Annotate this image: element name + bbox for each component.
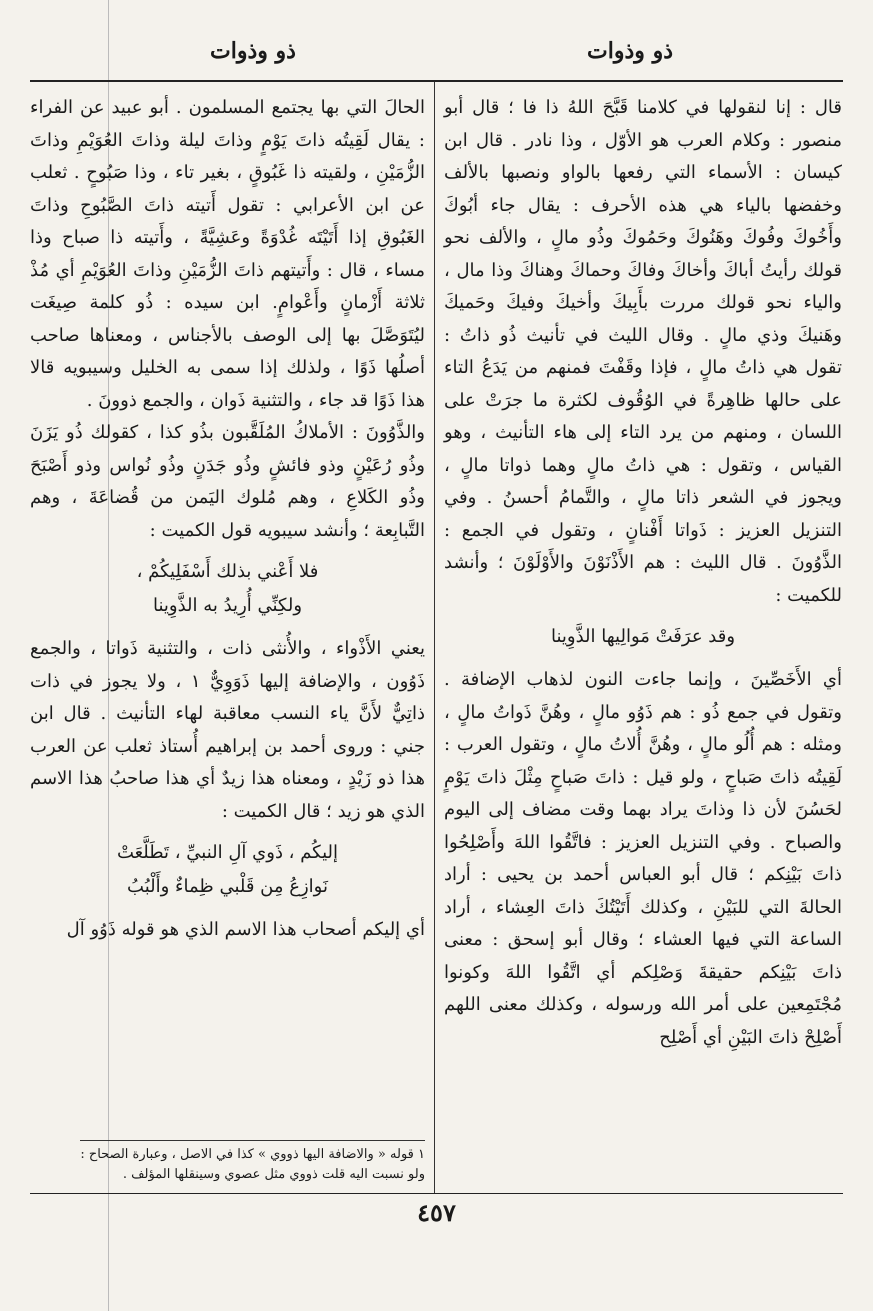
footnote-rule: [80, 1140, 425, 1141]
running-header: [30, 30, 843, 80]
verse-line: إليكُم ، ذَوي آلِ النبيِّ ، تَطَلَّعَتْ: [116, 842, 339, 863]
paragraph: قال : إنا لنقولها في كلامنا قَبَّحَ اللهُ ذا فا ؛ قال أبو منصور : وكلام العرب هو الأوّل ، وذا نادر . قال ابن كيسان : الأسماء التي رفعها بالواو ونصبها بالألف وخفضها بالياء هي هذه الأحرف : يقال جاء أبُوكَ وأَخُوكَ وفُوكَ وهَنُوكَ وحَمُوكَ وذُو مالٍ ، والألف نحو قولك رأيتُ أباكَ وأخاكَ وفاكَ وحماكَ وهناكَ وذا مال ، والياء نحو قولك مررت بأَبِيكَ وأخيكَ وفيكَ وحَميكَ وهَنيكَ وذي مالٍ . وقال الليث في تأنيث ذُو ذاتُ : تقول هي ذاتُ مالٍ ، فإذا وقَفْتَ فمنهم من يَدَعُ التاء على حالها ظاهِرةً في الوُقُوف لكثرة ما جرَتْ على اللسان ، ومنهم من يرد التاء إلى هاء التأنيث ، وهو القياس ، وتقول : هي ذاتُ مالٍ وهما ذواتا مالٍ ، ويجوز في الشعر ذاتا مالٍ ، والتَّمامُ أحسنُ . وفي التنزيل العزيز : ذَواتا أَفْنانٍ ، وتقول في الجمع : الذَّوُونَ . قال الليث : هم الأَذْنَوْنَ والأَوْلَوْنَ ؛ وأنشد للكميت :: [444, 97, 842, 606]
left-column: [30, 92, 425, 947]
header-title-left: ذو وذوات: [210, 38, 296, 64]
page-number: ٤٥٧: [417, 1198, 456, 1227]
footer-rule: [30, 1193, 843, 1194]
verse: [30, 836, 425, 904]
right-column: [444, 92, 842, 1054]
header-rule: [30, 80, 843, 82]
footnote-line: ولو نسبت اليه قلت ذووي مثل عصوي وسينقلها المؤلف .: [122, 1167, 425, 1182]
verse: [30, 555, 425, 623]
verse: [444, 620, 842, 654]
verse-line: ولكِنِّي أُرِيدُ به الذَّوِينا: [152, 595, 303, 616]
paragraph: والذَّوُونَ : الأملاكُ المُلَقَّبون بذُو كذا ، كقولك ذُو يَزَنَ وذُو رُعَيْنٍ وذو فائشٍ وذُو جَدَنٍ وذُو نُواس وذو أَصْبَحَ وذُو الكَلاعِ ، وهم مُلوك اليَمن من قُضاعَةَ ، وهم التَّبابِعة ؛ وأنشد سيبويه قول الكميت :: [30, 422, 425, 541]
column-divider: [434, 82, 435, 1193]
paragraph: يعني الأَذْواء ، والأُنثى ذات ، والتثنية ذَواتا ، والجمع ذَوُون ، والإضافة إليها ذَوَوِيٌّ ١ ، ولا يجوز في ذات ذاتِيٌّ لأَنَّ ياء النسب معاقبة لهاء التأنيث . قال ابن جني : وروى أحمد بن إبراهيم أُستاذ ثعلب عن العرب هذا ذو زَيْدٍ ، ومعناه هذا زيدٌ أي هذا صاحبُ هذا الاسم الذي هو زيد ؛ قال الكميت :: [30, 638, 425, 822]
verse-line: وقد عرَفَتْ مَوالِيها الذَّوِينا: [550, 626, 736, 647]
header-title-right: ذو وذوات: [587, 38, 673, 64]
paragraph: الحالَ التي بها يجتمع المسلمون . أبو عبيد عن الفراء : يقال لَقِيتُه ذاتَ يَوْمٍ وذاتَ ليلة وذاتَ العُوَيْمِ وذاتَ الزُّمَيْنِ ، ولقيته ذا غَبُوقٍ ، بغير تاء ، وذا صَبُوحٍ . ثعلب عن ابن الأعرابي : تقول أَتيته ذاتَ الصَّبُوحِ وذاتَ الغَبُوقِ إذا أَتَيْتَه غُدْوَةً وعَشِيَّةً ، وأَتيته ذا صباح وذا مساء ، قال : وأَتيتهم ذاتَ الزُّمَيْنِ وذاتَ العُوَيْمِ أي مُذْ ثلاثة أَزْمانٍ وأَعْوامٍ. ابن سيده : ذُو كلمة صِيغَت ليُتَوَصَّلَ بها إلى الوصف بالأجناس ، ومعناها صاحب أصلُها ذَوًا ، ولذلك إذا سمى به الخليل وسيبويه قالا هذا ذَوًا قد جاء ، والتثنية ذَوان ، والجمع ذوونَ .: [30, 97, 425, 411]
footnote: [30, 1145, 425, 1185]
footnote-line: ١ قوله « والاضافة اليها ذووي » كذا في الاصل ، وعبارة الصحاح :: [80, 1147, 425, 1162]
paragraph: أي الأَخَصِّينَ ، وإنما جاءت النون لذهاب الإضافة . وتقول في جمع ذُو : هم ذَوُو مالٍ ، وهُنَّ ذَواتُ مالٍ ، ومثله : هم أُلُو مالٍ ، وهُنَّ أُلاتُ مالٍ ، وتقول العرب : لَقِيتُه ذاتَ صَباحٍ ، ولو قيل : ذاتَ صَباحٍ مِثْلَ ذاتَ يَوْمٍ لحَسُنَ لأن ذا وذاتَ يراد بهما وقت مضاف إلى اليوم والصباح . وفي التنزيل العزيز : فاتَّقُوا اللهَ وأَصْلِحُوا ذاتَ بَيْنِكم ؛ قال أبو العباس أحمد بن يحيى : أراد الحالةَ التي للبَيْنِ ، وكذلك أَتَيْتُكَ ذاتَ العِشاء ، أراد الساعة التي فيها العشاء ؛ وقال أبو إسحق : معنى ذاتَ بَيْنِكم حقيقةَ وَصْلِكم أي اتَّقُوا اللهَ وكونوا مُجْتَمِعين على أمر الله ورسوله ، وكذلك معنى اللهم أَصْلِحْ ذاتَ البَيْنِ أي أَصْلِح: [444, 669, 842, 1048]
verse-line: فلا أَعْني بذلك أَسْفَلِيكُمْ ،: [136, 561, 319, 582]
verse-line: نَوازِعُ مِن قَلْبي ظِماءٌ وأَلْبُبُ: [127, 876, 328, 897]
paragraph: أي إليكم أصحاب هذا الاسم الذي هو قوله ذَوُو آل: [66, 919, 425, 940]
